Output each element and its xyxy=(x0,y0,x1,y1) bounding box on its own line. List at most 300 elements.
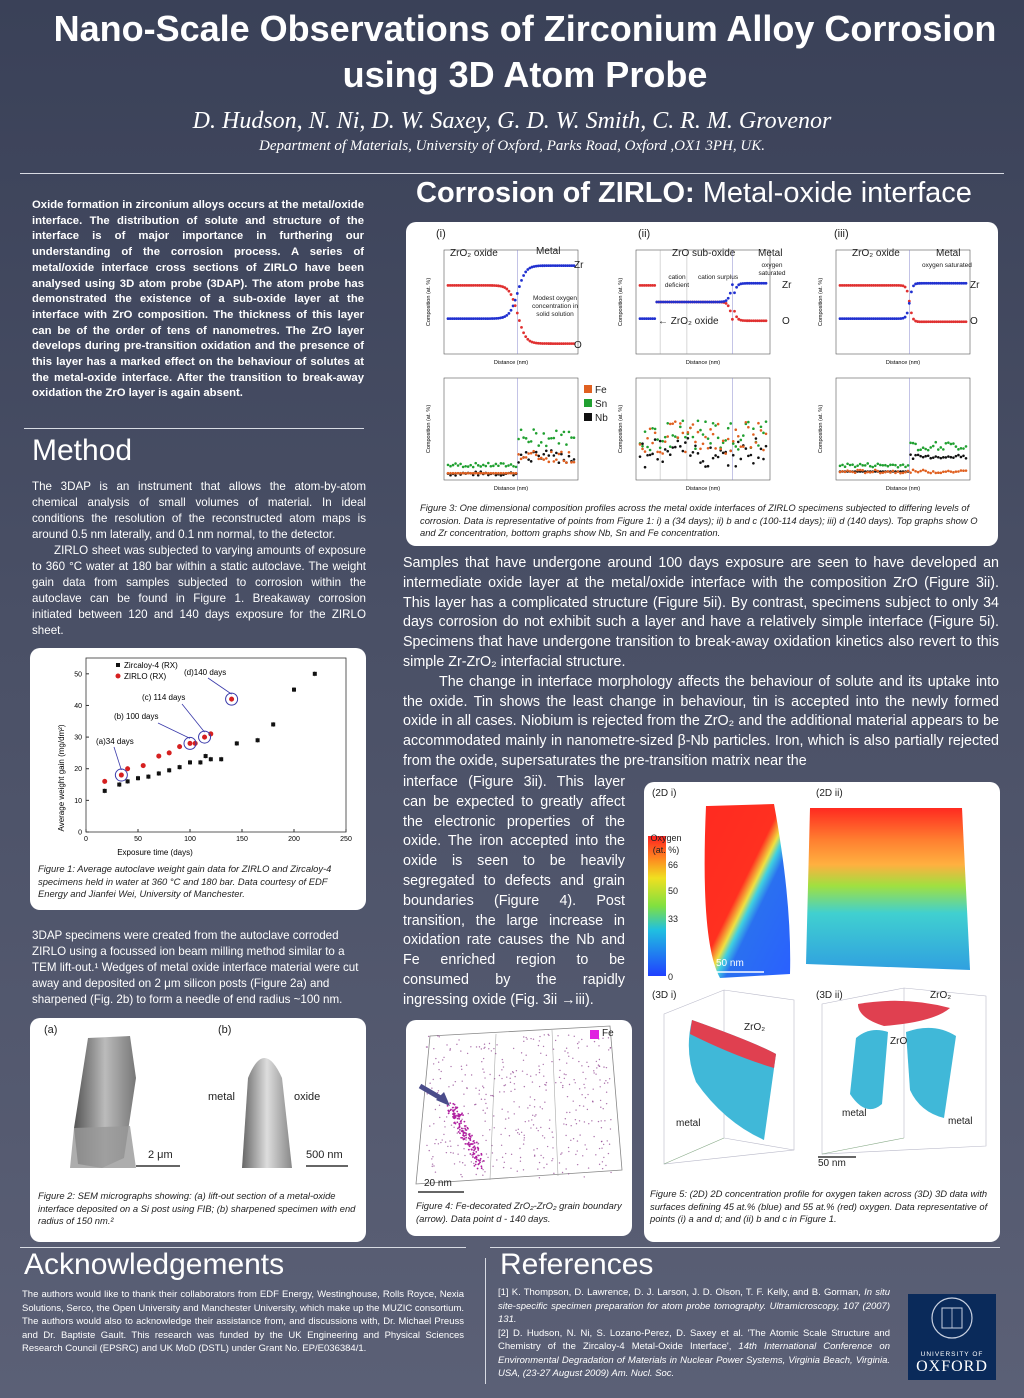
zr-point xyxy=(904,316,907,319)
fe-atom xyxy=(519,1106,520,1107)
fe-atom xyxy=(552,1147,553,1148)
fe-atom xyxy=(442,1139,443,1140)
fig1-xlabel: Exposure time (days) xyxy=(117,848,193,857)
p2-cation-deficient: cation deficient xyxy=(664,274,690,289)
fe-atom-gb xyxy=(467,1127,469,1129)
sn-point xyxy=(937,448,940,451)
fe-atom-gb xyxy=(469,1135,471,1137)
o-point xyxy=(727,304,730,307)
fe-atom xyxy=(599,1079,600,1080)
fe-atom xyxy=(601,1147,602,1148)
fe-atom xyxy=(499,1091,500,1092)
fe-atom xyxy=(525,1055,526,1056)
fe-atom xyxy=(450,1066,451,1067)
data-point-zircaloy xyxy=(117,783,121,787)
x-tick-label: 50 xyxy=(134,836,142,843)
fe-atom xyxy=(600,1107,601,1108)
nb-point xyxy=(669,453,672,456)
sn-point xyxy=(839,465,842,468)
colorbar-title: Oxygen (at. %) xyxy=(650,833,682,855)
nb-point xyxy=(689,454,692,457)
fe-atom xyxy=(443,1134,444,1135)
sn-point xyxy=(866,462,869,465)
legend-nb-swatch xyxy=(584,413,592,421)
fe-atom-gb xyxy=(475,1161,477,1163)
fe-atom-gb xyxy=(472,1152,474,1154)
fe-atom xyxy=(482,1068,483,1069)
nb-point xyxy=(737,441,740,444)
fe-point xyxy=(932,470,935,473)
fe-atom xyxy=(434,1143,435,1144)
zr-point xyxy=(725,299,728,302)
fe-atom xyxy=(539,1177,540,1178)
sn-point xyxy=(851,463,854,466)
fe-point xyxy=(449,472,452,475)
fe-atom xyxy=(509,1078,510,1079)
nb-point xyxy=(573,458,576,461)
fe-point xyxy=(492,472,495,475)
fig5-zro2-i: ZrO₂ xyxy=(744,1022,766,1033)
fe-atom xyxy=(506,1076,507,1077)
fe-point xyxy=(732,440,735,443)
fe-point xyxy=(520,458,523,461)
fe-atom xyxy=(598,1121,599,1122)
fe-point xyxy=(570,461,573,464)
fe-atom xyxy=(500,1134,501,1135)
fe-atom xyxy=(607,1082,608,1083)
fe-point xyxy=(459,472,462,475)
data-point-zircaloy xyxy=(256,738,260,742)
fe-atom xyxy=(451,1124,452,1125)
fe-atom xyxy=(538,1065,539,1066)
p2-zr: Zr xyxy=(782,280,792,291)
fe-atom xyxy=(598,1065,599,1066)
sn-point xyxy=(699,429,702,432)
nb-point xyxy=(765,445,768,448)
fe-point xyxy=(762,449,765,452)
fe-atom xyxy=(578,1047,579,1048)
nb-point xyxy=(709,446,712,449)
cbar-tick-33: 33 xyxy=(668,914,679,924)
fe-atom xyxy=(427,1093,428,1094)
corrosion-heading: Corrosion of ZIRLO: Metal-oxide interface xyxy=(416,177,972,209)
intro-text: Oxide formation in zirconium alloys occurs at the metal/oxide interface. The distribution of solute and structure of the interface is of major importance in furthering our understanding of the corrosion process. A series of metal/oxide interface cross sections of ZIRLO have been analysed using 3D atom probe (3DAP). The atom probe has demonstrated the existence of a sub-oxide layer at the interface with ZrO composition. The thickness of this layer can be of the order of tens of nanometres. The ZrO layer develops during pre-transition oxidation and the presence of this layer has a marked effect on the behaviour of solutes at the metal-oxide interface. After the transition to break-away oxidation the ZrO layer is again absent. xyxy=(32,199,364,400)
sn-point xyxy=(565,443,568,446)
fe-atom xyxy=(574,1036,575,1037)
fe-atom xyxy=(565,1074,566,1075)
fe-atom xyxy=(454,1163,455,1164)
fe-atom xyxy=(568,1151,569,1152)
p3-o: O xyxy=(970,316,978,327)
nb-point xyxy=(525,451,528,454)
fe-atom xyxy=(567,1096,568,1097)
fe-atom xyxy=(538,1045,539,1046)
fig5-metal-ii-left: metal xyxy=(842,1108,867,1119)
fe-atom xyxy=(486,1107,487,1108)
fe-atom xyxy=(488,1048,489,1049)
sn-point xyxy=(495,463,498,466)
fe-atom-gb xyxy=(469,1138,471,1140)
nb-point xyxy=(947,455,950,458)
sn-point xyxy=(844,465,847,468)
fe-atom xyxy=(457,1132,458,1133)
fe-point xyxy=(505,472,508,475)
legend-marker-zirlo xyxy=(116,674,121,679)
fe-point xyxy=(563,460,566,463)
fe-atom xyxy=(603,1108,604,1109)
fe-atom-gb xyxy=(472,1141,474,1143)
fe-atom xyxy=(609,1078,610,1079)
fe-atom xyxy=(523,1060,524,1061)
fe-point xyxy=(965,469,968,472)
fe-atom xyxy=(568,1173,569,1174)
fe-atom xyxy=(539,1086,540,1087)
fe-point xyxy=(664,440,667,443)
fe-atom xyxy=(457,1153,458,1154)
fe-atom xyxy=(509,1135,510,1136)
fe-atom xyxy=(603,1157,604,1158)
fe-point xyxy=(856,469,859,472)
nb-point xyxy=(757,456,760,459)
fe-point xyxy=(737,435,740,438)
fe-point xyxy=(702,442,705,445)
fe-atom-gb xyxy=(458,1131,460,1133)
fe-point xyxy=(902,472,905,475)
fe-atom xyxy=(598,1045,599,1046)
method-text: The 3DAP is an instrument that allows the atom-by-atom chemical analysis of small volumes of material. In ideal conditions the resolution of the reconstructed atom maps is around 0.5 nm laterally, and 0.1 nm normal, to the detector. ZIRLO sheet was subjected to varying amounts of exposure to 360 °C water at 180 bar within a static autoclave. The weight gain data from samples subjected to corrosion within the autoclave can be found in Figure 1. Breakaway corrosion initiated between 120 and 140 days exposure for the ZIRLO sheet. xyxy=(32,480,366,637)
nb-point xyxy=(542,453,545,456)
fe-atom-gb xyxy=(463,1135,465,1137)
fe-atom xyxy=(461,1069,462,1070)
fe-atom-gb xyxy=(461,1128,463,1130)
nb-point xyxy=(942,456,945,459)
fe-atom-gb xyxy=(472,1156,474,1158)
fe-atom xyxy=(559,1162,560,1163)
fe-atom xyxy=(569,1084,570,1085)
fe-atom xyxy=(501,1078,502,1079)
fe-point xyxy=(752,433,755,436)
nb-point xyxy=(530,460,533,463)
fe-atom xyxy=(502,1157,503,1158)
fe-atom xyxy=(523,1143,524,1144)
fe-atom xyxy=(443,1057,444,1058)
fe-atom xyxy=(600,1086,601,1087)
fe-point xyxy=(849,470,852,473)
fe-atom-gb xyxy=(474,1142,476,1144)
data-point-zircaloy xyxy=(198,760,202,764)
fe-atom xyxy=(458,1039,459,1040)
fe-point xyxy=(871,471,874,474)
sn-point xyxy=(856,464,859,467)
fe-atom-gb xyxy=(466,1143,468,1145)
fe-point xyxy=(904,471,907,474)
fe-atom xyxy=(559,1077,560,1078)
fe-point xyxy=(537,458,540,461)
fe-point xyxy=(644,450,647,453)
fe-atom xyxy=(564,1073,565,1074)
y-tick-label: 20 xyxy=(74,766,82,774)
profile-ylabel: Composition (at. %) xyxy=(426,404,432,454)
fig3-label-iii: (iii) xyxy=(834,228,849,240)
fig4-caption: Figure 4: Fe-decorated ZrO₂-ZrO₂ grain boundary (arrow). Data point d - 140 days. xyxy=(416,1200,622,1224)
fe-atom-gb xyxy=(468,1149,470,1151)
sn-point xyxy=(497,464,500,467)
fe-atom xyxy=(529,1105,530,1106)
sn-point xyxy=(510,463,513,466)
zr-point xyxy=(520,279,523,282)
fe-atom xyxy=(448,1086,449,1087)
fe-point xyxy=(507,472,510,475)
fe-atom xyxy=(549,1128,550,1129)
fe-point xyxy=(729,450,732,453)
nb-point xyxy=(661,460,664,463)
fe-atom xyxy=(531,1119,532,1120)
fe-atom xyxy=(530,1038,531,1039)
fe-atom xyxy=(552,1158,553,1159)
fe-atom-gb xyxy=(463,1121,465,1123)
fe-atom-gb xyxy=(448,1111,450,1113)
nb-point xyxy=(555,452,558,455)
sn-point xyxy=(560,433,563,436)
sn-point xyxy=(894,464,897,467)
annot-b: (b) 100 days xyxy=(114,712,159,721)
sn-point xyxy=(542,432,545,435)
nb-point xyxy=(740,458,743,461)
fe-atom xyxy=(579,1088,580,1089)
fe-point xyxy=(447,472,450,475)
fe-point xyxy=(866,471,869,474)
fe-atom-gb xyxy=(471,1135,473,1137)
fe-atom xyxy=(586,1045,587,1046)
fe-point xyxy=(914,470,917,473)
fe-atom xyxy=(473,1163,474,1164)
fe-atom xyxy=(606,1091,607,1092)
fe-atom xyxy=(503,1085,504,1086)
fe-atom xyxy=(578,1061,579,1062)
fe-point xyxy=(934,472,937,475)
fe-atom xyxy=(539,1040,540,1041)
sn-point xyxy=(929,446,932,449)
profile-ylabel: Composition (at. %) xyxy=(818,404,824,454)
fe-atom xyxy=(551,1160,552,1161)
fe-atom xyxy=(593,1088,594,1089)
nb-point xyxy=(727,464,730,467)
fe-atom xyxy=(566,1062,567,1063)
sn-point xyxy=(960,447,963,450)
fe-atom xyxy=(503,1091,504,1092)
fe-point xyxy=(884,471,887,474)
nb-point xyxy=(687,437,690,440)
zr-point xyxy=(510,309,513,312)
fe-atom xyxy=(546,1055,547,1056)
zr-point xyxy=(731,283,734,286)
fe-atom xyxy=(438,1090,439,1091)
sn-point xyxy=(664,436,667,439)
fe-point xyxy=(912,469,915,472)
fe-point xyxy=(717,423,720,426)
sn-point xyxy=(651,427,654,430)
nb-point xyxy=(927,454,930,457)
fe-atom xyxy=(537,1168,538,1169)
map-2d-ii xyxy=(806,808,970,970)
fe-atom xyxy=(446,1116,447,1117)
fe-atom xyxy=(551,1061,552,1062)
fe-point xyxy=(955,470,958,473)
nb-point xyxy=(945,456,948,459)
nb-point xyxy=(924,455,927,458)
fe-atom xyxy=(466,1087,467,1088)
fe-point xyxy=(742,445,745,448)
fe-point xyxy=(734,428,737,431)
sharpened-needle xyxy=(242,1058,292,1168)
sn-point xyxy=(454,462,457,465)
fe-atom xyxy=(593,1136,594,1137)
fe-atom xyxy=(540,1106,541,1107)
fe-atom xyxy=(444,1126,445,1127)
fe-atom-gb xyxy=(464,1143,466,1145)
nb-point xyxy=(520,453,523,456)
fe-atom xyxy=(546,1164,547,1165)
fe-point xyxy=(714,447,717,450)
fe-point xyxy=(879,472,882,475)
fe-atom xyxy=(519,1148,520,1149)
sn-point xyxy=(874,464,877,467)
fe-atom xyxy=(579,1120,580,1121)
fe-atom xyxy=(565,1118,566,1119)
fe-atom-gb xyxy=(470,1136,472,1138)
nb-point xyxy=(697,452,700,455)
fig2-label-b: (b) xyxy=(218,1024,232,1036)
fe-point xyxy=(684,451,687,454)
nb-point xyxy=(659,440,662,443)
nb-point xyxy=(649,454,652,457)
fe-atom xyxy=(544,1102,545,1103)
fe-atom xyxy=(575,1109,576,1110)
fe-atom xyxy=(599,1164,600,1165)
fe-atom xyxy=(581,1039,582,1040)
fe-atom xyxy=(496,1044,497,1045)
fe-atom xyxy=(584,1121,585,1122)
fe-point xyxy=(656,451,659,454)
o-point xyxy=(505,288,508,291)
sn-point xyxy=(907,464,910,467)
sn-point xyxy=(550,437,553,440)
nb-point xyxy=(656,458,659,461)
figure-5 xyxy=(644,782,1000,1242)
fe-atom xyxy=(596,1061,597,1062)
nb-point xyxy=(717,456,720,459)
fe-atom xyxy=(482,1110,483,1111)
figure-4 xyxy=(406,1020,632,1236)
fe-atom xyxy=(505,1153,506,1154)
fe-point xyxy=(558,453,561,456)
fe-atom-gb xyxy=(468,1142,470,1144)
fe-atom xyxy=(515,1130,516,1131)
fig1-caption: Figure 1: Average autoclave weight gain data for ZIRLO and Zircaloy-4 specimens held in water at 360 °C and 180 bar. Data courtesy of EDF Energy and Jianfei Wei, University of Manchester. xyxy=(38,863,332,900)
fe-point xyxy=(679,422,682,425)
sn-point xyxy=(955,445,958,448)
fe-atom xyxy=(576,1123,577,1124)
fe-atom xyxy=(570,1140,571,1141)
o-point xyxy=(518,319,521,322)
fe-point xyxy=(692,423,695,426)
nb-point xyxy=(755,437,758,440)
sn-point xyxy=(530,440,533,443)
fe-atom-gb xyxy=(454,1104,456,1106)
intro-divider xyxy=(24,428,364,429)
sn-point xyxy=(646,446,649,449)
fe-atom xyxy=(542,1108,543,1109)
fe-atom xyxy=(505,1118,506,1119)
fe-atom-gb xyxy=(459,1129,461,1131)
fe-atom xyxy=(586,1149,587,1150)
fe-atom xyxy=(591,1120,592,1121)
fe-atom xyxy=(577,1164,578,1165)
sn-point xyxy=(945,442,948,445)
fe-point xyxy=(745,421,748,424)
p1-left: ZrO₂ oxide xyxy=(450,248,498,259)
data-point-zirlo xyxy=(167,750,172,755)
o-point xyxy=(912,318,915,321)
fe-atom xyxy=(481,1099,482,1100)
fe-atom-gb xyxy=(458,1118,460,1120)
p1-o: O xyxy=(574,340,582,351)
data-point-zircaloy xyxy=(157,771,161,775)
nb-point xyxy=(641,442,644,445)
oxford-crest-icon xyxy=(908,1294,996,1344)
fe-atom xyxy=(543,1157,544,1158)
fe-atom xyxy=(464,1164,465,1165)
fe-atom-gb xyxy=(458,1126,460,1128)
profile-xlabel: Distance (nm) xyxy=(885,486,921,492)
nb-point xyxy=(674,446,677,449)
sn-point xyxy=(656,438,659,441)
fe-point xyxy=(553,460,556,463)
fe-atom xyxy=(484,1099,485,1100)
fe-atom-gb xyxy=(477,1168,479,1170)
sn-point xyxy=(500,462,503,465)
fe-atom-gb xyxy=(481,1167,483,1169)
fe-atom xyxy=(493,1048,494,1049)
fe-atom-gb xyxy=(472,1147,474,1149)
sn-point xyxy=(727,427,730,430)
p3-right: Metal xyxy=(936,248,961,259)
fe-point xyxy=(750,446,753,449)
fe-atom xyxy=(433,1048,434,1049)
fe-point xyxy=(535,454,538,457)
nb-point xyxy=(722,452,725,455)
fe-atom xyxy=(523,1041,524,1042)
sn-point xyxy=(669,445,672,448)
fe-atom-gb xyxy=(463,1137,465,1139)
sn-point xyxy=(555,429,558,432)
annot-c: (c) 114 days xyxy=(142,693,186,702)
fe-atom xyxy=(586,1062,587,1063)
fe-point xyxy=(474,472,477,475)
sn-point xyxy=(654,428,657,431)
fig2-scale-a: 2 μm xyxy=(148,1149,173,1161)
sn-point xyxy=(532,428,535,431)
nb-point xyxy=(454,474,457,477)
fe-atom xyxy=(491,1145,492,1146)
sn-point xyxy=(563,431,566,434)
fe-atom xyxy=(527,1107,528,1108)
fe-atom xyxy=(572,1058,573,1059)
fe-atom xyxy=(441,1071,442,1072)
o-point xyxy=(735,315,738,318)
sn-point xyxy=(927,449,930,452)
fe-atom xyxy=(608,1153,609,1154)
